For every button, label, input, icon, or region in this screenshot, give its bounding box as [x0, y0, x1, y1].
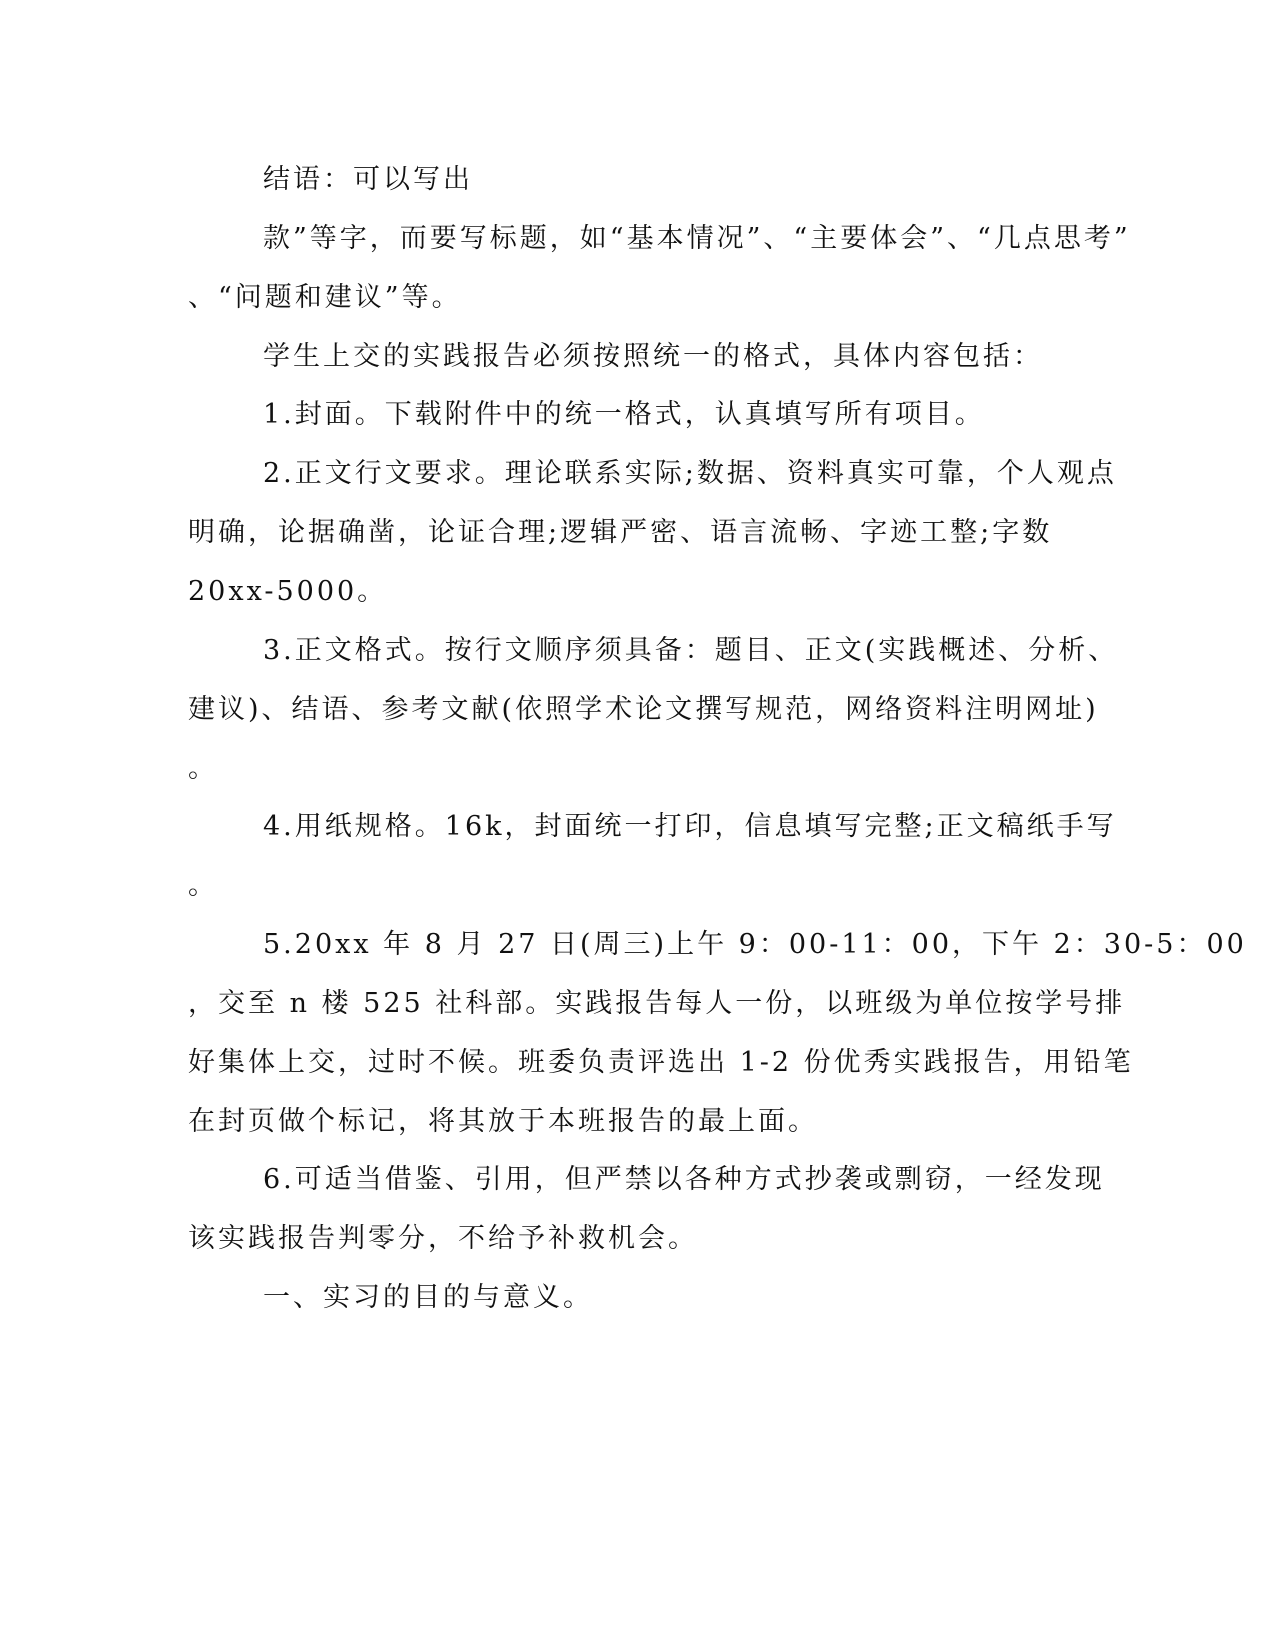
text-line-heading-examples-cont: 、“问题和建议”等。 [188, 282, 462, 313]
text-line-item-3-cont: 建议)、结语、参考文献(依照学术论文撰写规范，网络资料注明网址) [188, 694, 1099, 725]
text-line-item-1: 1.封面。下载附件中的统一格式，认真填写所有项目。 [263, 399, 985, 430]
text-line-item-5-cont-3: 在封页做个标记，将其放于本班报告的最上面。 [188, 1106, 818, 1137]
text-line-item-4-end: 。 [188, 870, 218, 901]
text-line-item-2-wordcount: 20xx-5000。 [188, 576, 388, 607]
text-line-item-2-cont: 明确，论据确凿，论证合理;逻辑严密、语言流畅、字迹工整;字数 [188, 517, 1053, 548]
text-line-conclusion: 结语：可以写出 [263, 164, 473, 195]
text-line-format-intro: 学生上交的实践报告必须按照统一的格式，具体内容包括： [263, 341, 1043, 372]
text-line-heading-examples: 款”等字，而要写标题，如“基本情况”、“主要体会”、“几点思考” [263, 223, 1131, 254]
text-line-item-5: 5.20xx 年 8 月 27 日(周三)上午 9：00-11：00，下午 2：30-5：00 [263, 929, 1247, 960]
text-line-item-4: 4.用纸规格。16k，封面统一打印，信息填写完整;正文稿纸手写 [263, 811, 1117, 842]
text-line-item-2: 2.正文行文要求。理论联系实际;数据、资料真实可靠，个人观点 [263, 458, 1117, 489]
text-line-item-3-end: 。 [188, 753, 218, 784]
text-line-item-6: 6.可适当借鉴、引用，但严禁以各种方式抄袭或剽窃，一经发现 [263, 1164, 1105, 1195]
section-heading-purpose: 一、实习的目的与意义。 [263, 1282, 593, 1313]
text-line-item-5-cont-2: 好集体上交，过时不候。班委负责评选出 1-2 份优秀实践报告，用铅笔 [188, 1047, 1134, 1078]
text-line-item-5-cont-1: ，交至 n 楼 525 社科部。实践报告每人一份，以班级为单位按学号排 [188, 988, 1126, 1019]
text-line-item-6-cont: 该实践报告判零分，不给予补救机会。 [188, 1223, 698, 1254]
text-line-item-3: 3.正文格式。按行文顺序须具备：题目、正文(实践概述、分析、 [263, 635, 1119, 666]
